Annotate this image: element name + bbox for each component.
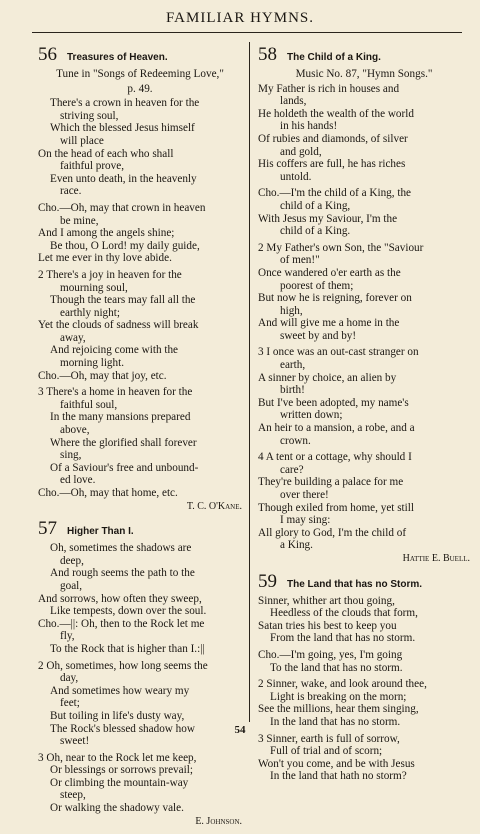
tune-note: p. 49.: [127, 82, 153, 95]
verse-line: sweet!: [60, 735, 90, 748]
verse-line: over there!: [280, 489, 329, 501]
verse-line: A sinner by choice, an alien by: [258, 371, 397, 384]
verse-line: goal,: [60, 579, 83, 592]
hymn: [38, 519, 242, 828]
hymn-title: Higher Than I.: [67, 526, 134, 538]
verse-line: 2 Sinner, wake, and look around thee,: [258, 678, 427, 691]
verse-line: faithful prove,: [60, 160, 124, 173]
verse-line: mourning soul,: [60, 281, 128, 294]
tune-note: Tune in "Songs of Redeeming Love,": [56, 68, 224, 80]
left-column: [38, 44, 242, 834]
hymn: [258, 45, 470, 566]
verse-line: Cho.—Oh, may that home, etc.: [38, 487, 178, 499]
verse-line: All glory to God, I'm the child of: [258, 526, 407, 539]
verse-line: Cho.—I'm going, yes, I'm going: [258, 648, 403, 661]
verse-line: crown.: [280, 434, 311, 447]
verse-line: See the millions, hear them singing,: [258, 703, 419, 716]
verse-line: Of a Saviour's free and unbound-: [50, 461, 199, 474]
verse-line: feet;: [60, 697, 80, 710]
hymn-number: 58: [258, 44, 277, 65]
verse-line: Heedless of the clouds that form,: [270, 607, 418, 620]
verse-line: untold.: [280, 170, 312, 183]
verse-line: morning light.: [60, 357, 125, 370]
verse-line: and gold,: [280, 145, 322, 158]
verse-line: Full of trial and of scorn;: [270, 745, 383, 758]
verse-line: of men!": [280, 254, 320, 267]
verse-line: From the land that has no storm.: [270, 632, 416, 645]
verse-line: ed love.: [60, 474, 96, 487]
verse-line: Light is breaking on the morn;: [270, 690, 407, 703]
hymn-title: Treasures of Heaven.: [67, 52, 168, 63]
verse-line: Won't you come, and be with Jesus: [258, 757, 415, 770]
verse-line: There's a crown in heaven for the: [50, 97, 200, 110]
hymn-title: The Child of a King.: [287, 52, 381, 63]
verse-line: deep,: [60, 554, 84, 567]
verse-line: But toiling in life's dusty way,: [50, 709, 185, 722]
verse-line: Yet the clouds of sadness will break: [38, 319, 199, 332]
hymn-number: 59: [258, 570, 277, 592]
verse-line: will place: [60, 134, 104, 147]
verse-line: Cho.—Oh, may that crown in heaven: [38, 201, 206, 214]
tune-note: Music No. 87, "Hymn Songs.": [295, 68, 433, 80]
verse-line: Oh, sometimes the shadows are: [50, 542, 192, 555]
page-number: 54: [234, 724, 246, 736]
verse-line: day,: [60, 672, 79, 685]
verse-line: be mine,: [60, 214, 99, 227]
verse-line: Be thou, O Lord! my daily guide,: [50, 239, 200, 252]
verse-line: striving soul,: [60, 109, 119, 122]
right-column: [258, 44, 470, 789]
verse-line: 2 There's a joy in heaven for the: [38, 268, 182, 281]
verse-line: away,: [60, 331, 86, 344]
verse-line: With Jesus my Saviour, I'm the: [258, 212, 398, 225]
verse-line: And sometimes how weary my: [50, 684, 190, 697]
verse-line: And rejoicing come with the: [50, 344, 179, 357]
verse-line: poorest of them;: [280, 279, 354, 292]
verse-line: child of a King.: [280, 225, 351, 238]
verse-line: sweet by and by!: [280, 329, 357, 342]
verse-line: Satan tries his best to keep you: [258, 619, 397, 632]
verse-line: written down;: [280, 409, 343, 422]
verse-line: Cho.—Oh, may that joy, etc.: [38, 369, 167, 382]
verse-line: In the many mansions prepared: [50, 411, 191, 424]
verse-line: earth,: [280, 359, 306, 372]
hymn: [258, 572, 470, 783]
hymn-heading: [38, 45, 242, 65]
verse-line: Cho.—||: Oh, then to the Rock let me: [38, 617, 205, 630]
verse-line: care?: [280, 463, 304, 476]
verse-line: In the land that hath no storm?: [270, 770, 407, 783]
verse-line: His coffers are full, he has riches: [258, 158, 406, 171]
verse-line: Which the blessed Jesus himself: [50, 122, 195, 135]
verse-line: Once wandered o'er earth as the: [258, 266, 401, 279]
verse-line: My Father is rich in houses and: [258, 82, 400, 95]
hymn-author: Hattie E. Buell.: [402, 552, 470, 564]
verse-line: 3 Oh, near to the Rock let me keep,: [38, 751, 197, 764]
verse-line: Like tempests, down over the soul.: [50, 605, 207, 618]
verse-line: earthly night;: [60, 306, 120, 319]
verse-line: Cho.—I'm the child of a King, the: [258, 187, 412, 200]
verse-line: And sorrows, how often they sweep,: [38, 592, 202, 605]
verse-line: 4 A tent or a cottage, why should I: [258, 451, 412, 464]
verse-line: 3 Sinner, earth is full of sorrow,: [258, 732, 400, 745]
hymn-title: The Land that has no Storm.: [287, 578, 423, 590]
verse-line: They're building a palace for me: [258, 476, 404, 489]
verse-line: To the Rock that is higher than I.:||: [50, 642, 205, 655]
verse-line: sing,: [60, 449, 82, 462]
verse-line: a King.: [280, 539, 313, 552]
verse-line: faithful soul,: [60, 398, 118, 411]
verse-line: Or blessings or sorrows prevail;: [50, 764, 193, 777]
verse-line: Though the tears may fall all the: [50, 294, 196, 307]
verse-line: 2 Oh, sometimes, how long seems the: [38, 659, 208, 672]
verse-line: above,: [60, 424, 90, 437]
verse-line: child of a King,: [280, 199, 351, 212]
verse-line: Of rubies and diamonds, of silver: [258, 132, 408, 145]
verse-line: race.: [60, 185, 82, 198]
verse-line: In the land that has no storm.: [270, 715, 401, 728]
page-header-title: FAMILIAR HYMNS.: [165, 10, 315, 26]
verse-line: high,: [280, 304, 303, 317]
verse-line: And rough seems the path to the: [50, 567, 195, 580]
hymn-number: 56: [38, 44, 57, 65]
verse-line: Though exiled from home, yet still: [258, 501, 414, 514]
verse-line: Let me ever in thy love abide.: [38, 252, 172, 265]
hymn-author: E. Johnson.: [195, 815, 242, 827]
verse-line: But now he is reigning, forever on: [258, 292, 412, 305]
column-divider: [249, 42, 250, 722]
verse-line: I may sing:: [280, 514, 331, 527]
verse-line: And will give me a home in the: [258, 317, 400, 330]
verse-line: Where the glorified shall forever: [50, 436, 197, 449]
hymn-heading: [38, 519, 242, 539]
verse-line: And I among the angels shine;: [38, 227, 175, 240]
verse-line: An heir to a mansion, a robe, and a: [258, 422, 415, 435]
hymn-heading: [258, 572, 470, 592]
hymn-number: 57: [38, 518, 57, 540]
verse-line: To the land that has no storm.: [270, 661, 403, 674]
header-rule: [32, 32, 462, 33]
hymn-heading: [258, 45, 470, 65]
verse-line: The Rock's blessed shadow how: [50, 722, 195, 735]
hymn: [38, 45, 242, 513]
verse-line: 2 My Father's own Son, the "Saviour: [258, 241, 424, 254]
verse-line: birth!: [280, 384, 305, 397]
verse-line: 3 I once was an out-cast stranger on: [258, 346, 419, 359]
verse-line: Or climbing the mountain-way: [50, 776, 189, 789]
verse-line: fly,: [60, 630, 75, 643]
verse-line: steep,: [60, 789, 86, 802]
verse-line: But I've been adopted, my name's: [258, 396, 409, 409]
verse-line: He holdeth the wealth of the world: [258, 107, 414, 120]
verse-line: Even unto death, in the heavenly: [50, 172, 197, 185]
verse-line: lands,: [280, 95, 307, 108]
verse-line: 3 There's a home in heaven for the: [38, 386, 193, 399]
hymn-author: T. C. O'Kane.: [186, 500, 242, 512]
verse-line: in his hands!: [280, 120, 338, 133]
verse-line: On the head of each who shall: [38, 147, 174, 160]
verse-line: Sinner, whither art thou going,: [258, 594, 395, 607]
verse-line: Or walking the shadowy vale.: [50, 802, 184, 815]
